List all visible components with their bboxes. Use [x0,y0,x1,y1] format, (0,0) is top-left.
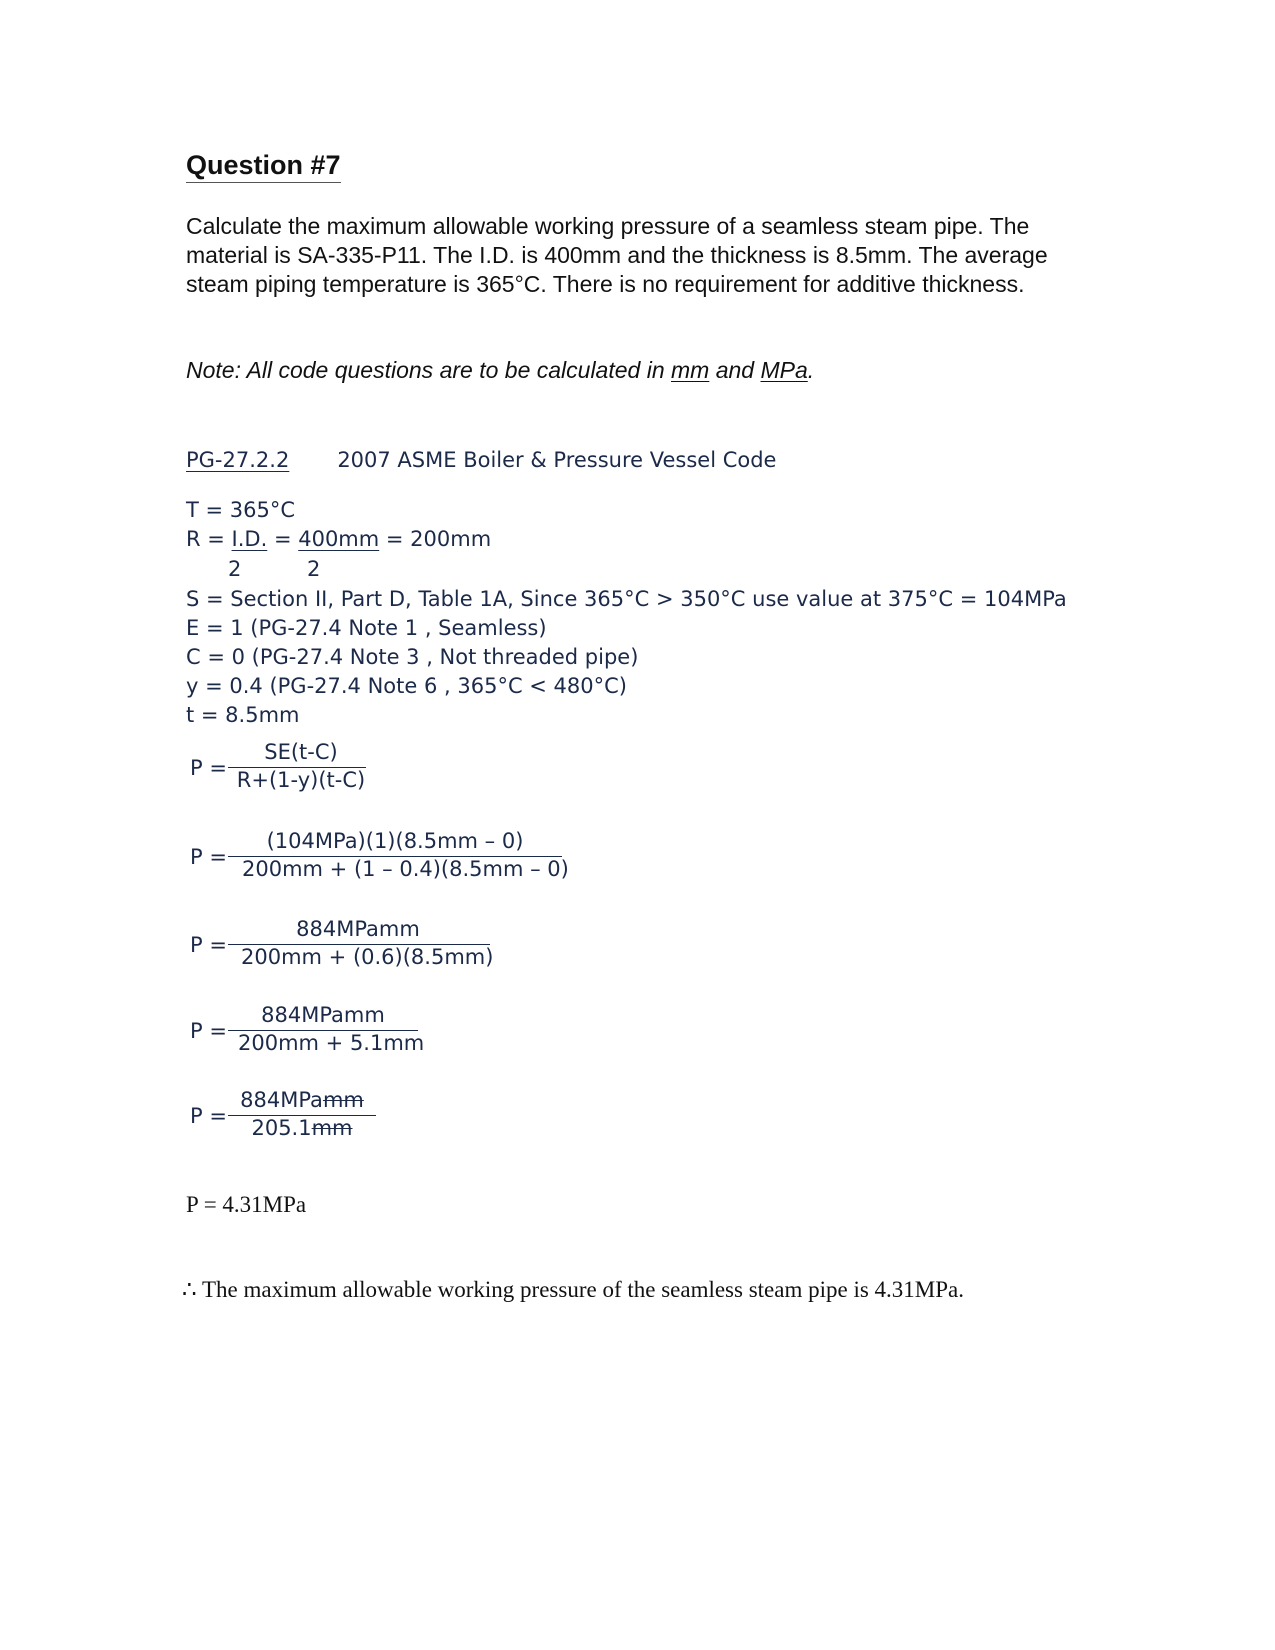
problem-statement: Calculate the maximum allowable working pressure of a seamless steam pipe. The material is SA-335-P11. The I.D. is 400mm and the thickness is 8.5mm. The average steam piping temperature is 365°C. There is no requirement for additive thickness. [186,213,1048,297]
step-5-denominator-value: 205.1 [251,1116,312,1140]
step-4-fraction [238,1001,425,1057]
note-mid: and [709,357,761,383]
conclusion-statement: ∴ The maximum allowable working pressure of the seamless steam pipe is 4.31MPa. [182,1277,964,1302]
step-4-denominator: 200mm + 5.1mm [238,1031,425,1055]
given-thickness: t = 8.5mm [186,703,300,727]
step-3-fraction [241,915,494,971]
note-unit-mpa: MPa [760,357,808,383]
note-prefix: Note: All code questions are to be calculated in [186,357,671,383]
step-5-numerator-value: 884MPa [240,1088,323,1112]
step-5-fraction-bar [228,1115,376,1116]
note-suffix: . [807,357,815,383]
step-2-denominator: 200mm + (1 – 0.4)(8.5mm – 0) [242,857,569,881]
step-4-label: P = [190,1019,227,1043]
given-y-coefficient: y = 0.4 (PG-27.4 Note 6 , 365°C < 480°C) [186,674,627,698]
given-allowance: C = 0 (PG-27.4 Note 3 , Not threaded pipe) [186,645,639,669]
given-stress: S = Section II, Part D, Table 1A, Since 365°C > 350°C use value at 375°C = 104MPa [186,587,1067,611]
step-4-fraction-bar [228,1030,418,1031]
radius-denominator-1: 2 [228,557,242,581]
radius-result: = 200mm [379,527,492,551]
code-reference [186,446,776,474]
step-5-label: P = [190,1104,227,1128]
step-1-fraction [236,738,366,794]
step-1-fraction-bar [228,767,366,768]
radius-denominator-2: 2 [307,557,321,581]
radius-eq: = [267,527,299,551]
given-efficiency: E = 1 (PG-27.4 Note 1 , Seamless) [186,616,547,640]
question-title: Question #7 [186,150,341,183]
step-2-label: P = [190,845,227,869]
step-5-denominator [238,1114,366,1142]
step-5-numerator-cancelled-unit: mm [322,1088,364,1112]
given-temperature: T = 365°C [186,498,296,522]
step-2-fraction-bar [228,856,562,857]
reference-code: PG-27.2.2 [186,448,290,472]
step-1-label: P = [190,756,227,780]
step-3-numerator: 884MPamm [296,917,420,941]
final-result: P = 4.31MPa [186,1192,307,1217]
step-4-numerator: 884MPamm [261,1003,385,1027]
radius-400: 400mm [298,527,380,551]
step-3-denominator: 200mm + (0.6)(8.5mm) [241,945,494,969]
given-radius [186,525,491,553]
units-note [186,356,814,385]
radius-id: I.D. [231,527,268,551]
step-2-fraction [242,827,569,883]
step-2-numerator: (104MPa)(1)(8.5mm – 0) [266,829,524,853]
step-5-denominator-cancelled-unit: mm [311,1116,353,1140]
step-5-numerator [238,1086,366,1114]
radius-prefix: R = [186,527,232,551]
step-3-fraction-bar [228,944,490,945]
note-unit-mm: mm [671,357,710,383]
step-1-numerator: SE(t-C) [264,740,338,764]
step-1-denominator: R+(1-y)(t-C) [236,768,366,792]
reference-title: 2007 ASME Boiler & Pressure Vessel Code [337,448,777,472]
step-5-fraction [238,1086,366,1142]
step-3-label: P = [190,933,227,957]
